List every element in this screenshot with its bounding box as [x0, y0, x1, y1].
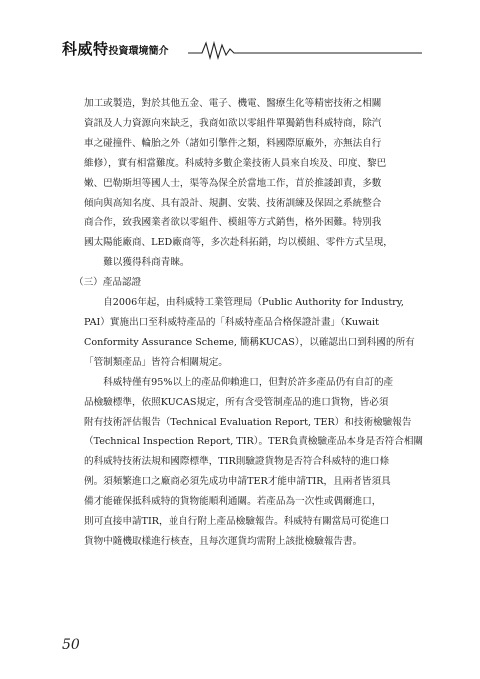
- text-line: 的科威特技術法規和國際標準，TIR則驗證貨物是否符合科威特的進口條: [84, 456, 390, 468]
- text-line: 車之碰撞件、輪胎之外（諸如引擎件之類，料國際原廠外，亦無法自行: [84, 137, 382, 149]
- text-line: 備才能確保抵科威特的貨物能順利通關。若產品為一次性或偶爾進口，: [84, 496, 382, 508]
- header-title: [62, 38, 169, 59]
- text-line: 難以獲得科商青睞。: [103, 257, 190, 269]
- text-line: Conformity Assurance Scheme, 簡稱KUCAS），以確認出口到科國的所有: [84, 336, 415, 348]
- section-heading: [74, 273, 414, 293]
- document-body: [74, 94, 424, 552]
- text-line: 則可直接申請TIR，並自行附上產品檢驗報告。科威特有關當局可從進口: [84, 516, 390, 528]
- text-line: 科威特僅有95%以上的產品仰賴進口，但對於許多產品仍有自訂的產: [103, 376, 394, 388]
- text-line: 自2006年起，由科威特工業管理局（Public Authority for Industry,: [103, 297, 404, 309]
- text-line: 品檢驗標準，依照KUCAS規定，所有含受管制產品的進口貨物，皆必須: [84, 396, 389, 408]
- text-line: 維修），實有相當難度。科威特多數企業技術人員來自埃及、印度、黎巴: [84, 157, 387, 169]
- text-line: 商合作，致我國業者欲以零組件、模組等方式銷售，格外困難。特別我: [84, 217, 382, 229]
- text-line: 例。須頻繁進口之廠商必須先成功申請TER才能申請TIR，且兩者皆須具: [84, 476, 391, 488]
- section-heading-text: （三）產品認證: [74, 277, 142, 289]
- paragraph-2: [84, 293, 414, 373]
- text-line: 附有技術評估報告（Technical Evaluation Report, TER）和技術檢驗報告: [84, 416, 412, 428]
- header-title-sub: 投資環境簡介: [108, 46, 169, 57]
- text-line: （Technical Inspection Report, TIR）。TER負責檢驗產品本身是否符合相關: [84, 436, 424, 448]
- text-line: 資訊及人力資源向來缺乏，我商如欲以零組件單獨銷售科威特商，除汽: [84, 117, 382, 129]
- running-header: [62, 38, 422, 62]
- page-number: 50: [62, 637, 80, 653]
- text-line: 貨物中隨機取樣進行核查，且每次運貨均需附上該批檢驗報告書。: [84, 535, 363, 547]
- text-line: 「管制類產品」皆符合相關規定。: [84, 356, 228, 368]
- text-line: 加工或製造，對於其他五金、電子、機電、醫療生化等精密技術之相關: [84, 98, 382, 109]
- text-line: 國太陽能廠商、LED廠商等，多次赴科拓銷，均以模組、零件方式呈現，: [84, 237, 393, 249]
- text-line: 嫩、巴勒斯坦等國人士，渠等為保全於當地工作，苜於推諉卸責，多數: [84, 177, 382, 189]
- text-line: PAI）實施出口至科威特產品的「科威特產品合格保證計畫」（Kuwait: [84, 316, 379, 328]
- paragraph-1: [84, 94, 414, 273]
- text-line: 傾向與高知名度、具有設計、規劃、安裝、技術訓練及保固之系統整合: [84, 197, 382, 209]
- header-wave-line: [188, 38, 422, 62]
- header-title-main: 科威特: [62, 40, 109, 58]
- paragraph-3: [84, 373, 424, 552]
